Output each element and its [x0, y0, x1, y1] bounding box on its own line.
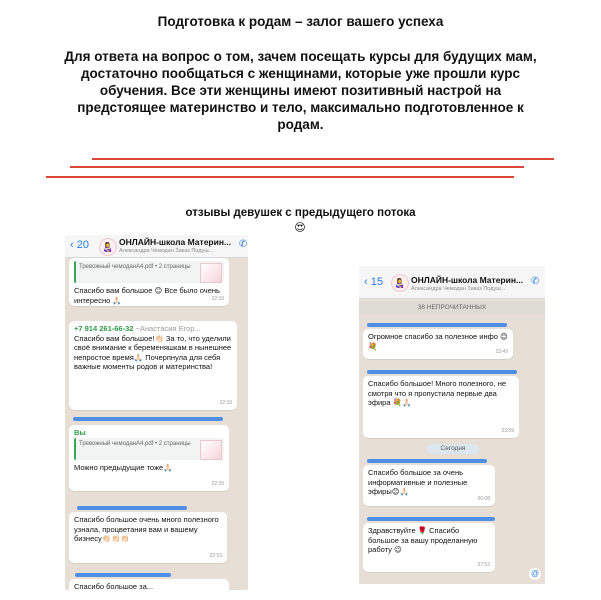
decorative-rule-3 [46, 176, 514, 178]
decorative-rule-1 [92, 158, 554, 160]
redacted-name [367, 517, 495, 521]
chat-members: Александра Чемодан Заказ Подуш... [119, 248, 214, 254]
message-bubble [363, 465, 495, 506]
message-time: 23:49 [495, 348, 508, 355]
chat-name[interactable]: ОНЛАЙН-школа Материн... [411, 275, 524, 285]
chat-members: Александра Чемодан Заказ Подуш... [411, 286, 506, 292]
add-call-icon[interactable]: ✆ [531, 276, 540, 287]
message-time: 00:08 [477, 495, 490, 502]
message-bubble [69, 258, 229, 306]
chat-avatar[interactable]: 👩‍🍼 [99, 238, 117, 256]
message-sender: Вы [74, 428, 86, 437]
chat-header [359, 266, 545, 299]
message-bubble [69, 425, 229, 491]
message-time: 22:39 [211, 295, 224, 302]
chat-avatar[interactable]: 👩‍🍼 [391, 274, 409, 292]
chat-screenshot-left [65, 235, 248, 590]
message-text: Спасибо вам большое!👏🏻 За то, что уделили своё внимание к беременяшкам в нынешнее непростое время🙏🏻 Почерпнула для себя важные моменты родов и материнства! [74, 333, 232, 371]
message-time: 22:39 [211, 480, 224, 487]
file-attachment[interactable]: Тревожный чемоданА4.pdf • 2 страницы [74, 438, 224, 460]
message-text: Спасибо большое за очень информативные и полезные эфиры😊🙏🏻 [368, 468, 468, 496]
message-bubble [69, 579, 229, 590]
message-sender: +7 914 261-66-32 ~Анастасия Егор... [74, 324, 201, 333]
redacted-name [367, 459, 487, 463]
heart-eyes-icon: 😍 [294, 222, 306, 234]
message-bubble [69, 512, 227, 563]
message-text: Огромное спасибо за полезное инфо 😊💐 [368, 332, 508, 351]
file-attachment[interactable]: Тревожный чемоданА4.pdf • 2 страницы [74, 261, 224, 283]
redacted-name [77, 506, 187, 510]
message-text: Спасибо большое за... [74, 582, 154, 590]
chat-screenshot-right [359, 266, 545, 584]
back-button[interactable]: ‹ 20 [70, 239, 89, 251]
decorative-rule-2 [70, 166, 524, 168]
redacted-name [367, 323, 507, 327]
back-button[interactable]: ‹ 15 [364, 276, 383, 288]
message-time: 22:39 [219, 399, 232, 406]
message-text: Спасибо большое! Много полезного, не смотря что я пропустила первые два эфира 💐🙏🏻 [368, 379, 507, 407]
message-text: Спасибо большое очень много полезного узнала, процветания вам и вашему бизнесу👏🏻👏🏻👏🏻 [74, 515, 219, 543]
unread-separator: 36 НЕПРОЧИТАННЫХ [359, 302, 545, 314]
message-text: Спасибо вам большое 😊 Все было очень интересно 🙏🏻 [74, 286, 220, 305]
reviews-title: отзывы девушек с предыдущего потока [185, 207, 416, 219]
date-separator: Сегодня [427, 444, 479, 454]
message-text: Здравствуйте 🌹 Спасибо большое за вашу проделанную работу 😉 [368, 526, 478, 554]
message-time: 07:52 [477, 561, 490, 568]
intro-paragraph: Для ответа на вопрос о том, зачем посещать курсы для будущих мам, достаточно пообщаться с женщинами, которые уже прошли курс обучения. Все эти женщины имеют позитивный настрой на предстоящее материнство и тело, максимально подготовленное к родам. [64, 49, 537, 132]
redacted-name [73, 417, 223, 421]
redacted-name [75, 573, 171, 577]
message-time: 22:53 [209, 552, 222, 559]
message-bubble [363, 329, 513, 359]
message-bubble [363, 376, 519, 438]
mention-icon[interactable]: @ [530, 569, 540, 578]
chat-header [65, 235, 248, 258]
chat-name[interactable]: ОНЛАЙН-школа Материн... [119, 237, 232, 247]
page-title: Подготовка к родам – залог вашего успеха [157, 14, 444, 29]
call-icon[interactable]: ✆ [239, 239, 248, 250]
message-text: Можно предыдущие тоже🙏🏻 [74, 462, 173, 472]
message-time: 23:59 [501, 427, 514, 434]
redacted-name [367, 370, 517, 374]
message-bubble [363, 523, 495, 572]
message-bubble [69, 321, 237, 410]
